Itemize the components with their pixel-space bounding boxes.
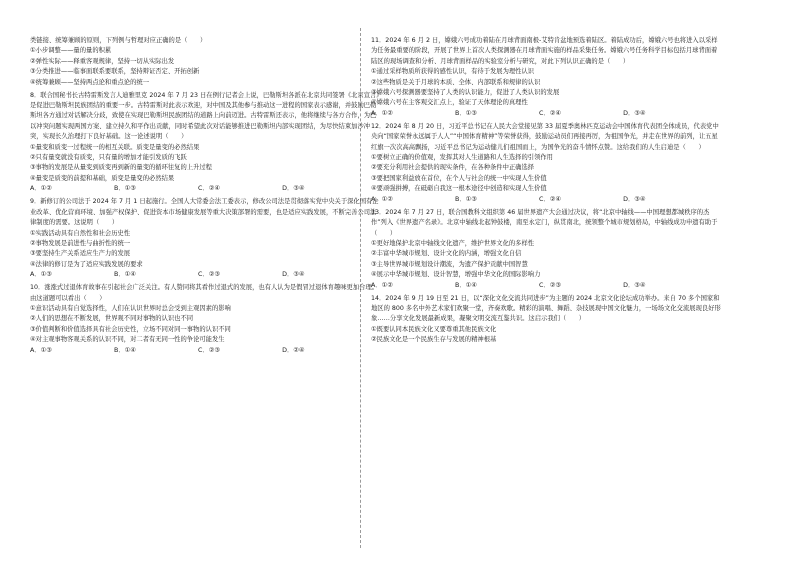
statement: ①意识活动具有自觉选择性，人们在认识世界时总会受到主观因素的影响 (30, 304, 231, 312)
statement: ①要树立正确的价值观，发挥其对人生道路和人生选择的引领作用 (371, 154, 553, 162)
choice-b[interactable]: B．①④ (455, 281, 477, 289)
answer-choices (371, 195, 646, 205)
statement: ②只有量变就没有质变，只有量的增加才能引发质的飞跃 (30, 154, 187, 162)
question-8 (30, 91, 382, 195)
choice-a[interactable]: A．①② (371, 109, 393, 117)
question-stem: 12．2024 年 8 月 20 日，习近平总书记在人民大会堂接见第 33 届夏季奥林匹克运动会中国体育代表团全体成员，代表党中央向“国家荣誉永远属于人人”“中国体育精神”等荣誉获得，鼓励运动员们再接再厉，为祖国争光，并走在世界的前列，让五星红旗一次次高高飘扬，习近平总书记为运动健儿们祖国而上，为国争光的奋斗情怀点赞。这给我们的人生启迪是（ ） (371, 122, 719, 151)
choice-b[interactable]: B．①④ (114, 346, 136, 354)
choice-b[interactable]: B．①④ (114, 271, 136, 279)
question-stem: 14．2024 年 9 月 19 日至 21 日，以“深化文化交流共同进步”为主题的 2024 北京文化论坛成功举办。来自 70 多个国家和地区的 800 多名中外艺术家们欢聚一堂，齐奏欢歌。精彩的演唱、舞蹈、杂技展现中国文化魅力，一场场文化交流展现良好形象……分享文化发展最新成果，凝聚文明交流互鉴共识。这启示我们（ ） (371, 294, 721, 323)
question-stem: 类链接、统筹兼顾的原则，下列例与哲理对应正确的是（ ） (30, 37, 207, 44)
statement: ①通过采样物质所获得的感性认识，有待于发展为理性认识 (371, 68, 535, 76)
answer-choices (30, 346, 305, 356)
right-column (371, 36, 723, 348)
statement: ③嫦娥六号探测器要坚持了人类的认识能力，促进了人类认识的发展 (371, 89, 560, 97)
choice-c[interactable]: C．②③ (539, 281, 561, 289)
choice-b[interactable]: B．①③ (114, 185, 136, 193)
choice-b[interactable]: B．①③ (455, 109, 477, 117)
statement: ①更好地保护北京中轴线文化遗产，维护世界文化的多样性 (371, 239, 535, 247)
question-12 (371, 122, 723, 205)
choice-c[interactable]: C．②④ (198, 185, 220, 193)
statement: ①小步调整——量的量的积累 (30, 47, 112, 55)
statement: ②人们的思想在不断发展，世界观不同对事物的认识也不同 (30, 315, 194, 323)
choice-a[interactable]: A．①③ (30, 346, 52, 354)
choice-c[interactable]: C．②④ (539, 109, 561, 117)
answer-choices (371, 109, 646, 119)
statement: ④量变是质变的前提和基础，质变是量变的必然结果 (30, 174, 175, 182)
choice-d[interactable]: D．③④ (623, 281, 646, 289)
statement: ①实践活动具有自然性和社会历史性 (30, 229, 131, 237)
question-stem: 11．2024 年 6 月 2 日，嫦娥六号成功着陆在月球背面南极-艾特肯盆地预选着陆区。着陆成功后，嫦娥六号也将进入以采样为任务最重要的阶段，开展了世界上首次人类探测器在月球背面实施的样品采集任务。嫦娥六号任务科学目标包括月球背面着陆区的现场调查和分析、月球背面样品的实验室分析与研究，对此下列认识正确的是（ ） (371, 37, 718, 65)
choice-d[interactable]: D．②④ (282, 346, 305, 354)
statement: ③要坚持生产关系适应生产力的发展 (30, 250, 131, 258)
choice-a[interactable]: A．①③ (30, 271, 52, 279)
answer-choices (30, 270, 305, 280)
statement: ②弹性实际——释重客观规律，坚持一切从实际出发 (30, 57, 175, 65)
choice-c[interactable]: C．②③ (198, 346, 220, 354)
choice-d[interactable]: D．③④ (282, 185, 305, 193)
question-11 (371, 36, 723, 119)
question-7-tail (30, 36, 382, 88)
question-stem: 9．新修订的公司法于 2024 年 7 月 1 日起施行。全国人大常委会法工委表示，修改公司法是贯彻落实党中央关于深化国有企业改革、优化营商环境、加强产权保护、促进资本市场健康发展等重大决策部署的需要，也是适应实践发展，不断完善公司法律制度的需要。这说明（ ） (30, 198, 379, 227)
statement: ③主导世界城市规划设计潮流，为遗产保护贡献中国智慧 (371, 260, 528, 268)
statement: ②事物发展是前进性与曲折性的统一 (30, 239, 131, 247)
answer-choices (371, 281, 646, 291)
statement: ③价值判断和价值选择具有社会历史性，立场不同对同一事物的认识不同 (30, 325, 231, 333)
statement: ①量变和质变一过程统一的相互关联。质变是量变的必然结果 (30, 143, 200, 151)
question-stem: 10．涨涨式过退体育故事在引起社会广泛关注。有人赞同将其看作过退式的发展，也有人认为是假冒过退体育趣味更加合理。由这道题可以看出（ ） (30, 284, 379, 302)
choice-a[interactable]: A．①② (30, 185, 52, 193)
choice-c[interactable]: C．②③ (198, 271, 220, 279)
question-14 (371, 294, 723, 346)
statement: ②要充分利用社会提供的现实条件，在各种条件中正确选择 (371, 164, 535, 172)
statement: ④对主观事物客观关系的认识不同，对二者有无同一性的争论可能发生 (30, 336, 225, 344)
statement: ④法律的修订是为了适应实践发展的要求 (30, 260, 143, 268)
question-stem: 13．2024 年 7 月 27 日，联合国教科文组织第 46 届世界遗产大会通过决议，将“北京中轴线——中国理想都城秩序的杰作”列入《世界遗产名录》。北京中轴线北起钟鼓楼，南至永定门，纵贯南北，统领整个城市规划格局，中轴线成功申遗有助于（ ） (371, 208, 718, 237)
choice-d[interactable]: D．③④ (282, 271, 305, 279)
statement: ②这些物质是关于月球的本质、全体、内部联系和规律的认识 (371, 78, 541, 86)
statement: ③要把国家利益放在首位，在个人与社会的统一中实现人生价值 (371, 174, 547, 182)
statement: ④展示中华城市规划、设计智慧，增强中华文化的国际影响力 (371, 271, 541, 279)
statement: ④嫦娥六号在主客观交汇点上，验证了天体理论的真理性 (371, 99, 528, 107)
statement: ②民族文化是一个民族生存与发展的精神根基 (371, 336, 497, 344)
choice-a[interactable]: A．①② (371, 281, 393, 289)
choice-a[interactable]: A．①② (371, 195, 393, 203)
answer-choices (30, 184, 305, 194)
question-stem: 8．联合国秘书长古特雷斯发言人迪雅里克 2024 年 7 月 23 日在例行记者会上说，巴勒斯坦各派在北京共同签署《北京宣言》是促进巴勒斯坦民族团结的重要一步。古特雷斯对此表示欢迎，对中国及其他参与推动这一进程的国家表示感谢，并鼓励巴勒斯坦各方通过对话解决分歧，致使在实现巴勒斯坦民族团结的道路上向前迈进。古特雷斯还表示，他将继续与各方合作，为巴以冲突问题实现两国方案、建立持久和平作出贡献，同时希望此次对话能够推进巴勒斯坦内部实现团结，为尽快结束加沙冲突，实现长久治理打下良好基础。这一论述说明（ ） (30, 91, 380, 141)
statement: ③分类推进——临事面联系要联系，坚持辩证否定、开拓创新 (30, 68, 200, 76)
question-10 (30, 283, 382, 356)
left-column (30, 36, 382, 359)
choice-c[interactable]: C．②④ (539, 195, 561, 203)
choice-d[interactable]: D．③④ (623, 195, 646, 203)
question-13 (371, 208, 723, 291)
question-9 (30, 197, 382, 280)
choice-d[interactable]: D．③④ (623, 109, 646, 117)
statement: ①既要认同本民族文化又要尊重其他民族文化 (371, 325, 497, 333)
statement: ④要顽强拼搏，在砥砺自我这一根本途径中创造和实现人生价值 (371, 185, 547, 193)
statement: ④统筹兼顾——坚持两点论和重点论的统一 (30, 78, 149, 86)
statement: ②丰富中华城市规划、设计文化的内涵，增强文化自信 (371, 250, 522, 258)
statement: ③事物的发展是从量变到质变再到新的量变的循环往复的上升过程 (30, 164, 212, 172)
choice-b[interactable]: B．①③ (455, 195, 477, 203)
